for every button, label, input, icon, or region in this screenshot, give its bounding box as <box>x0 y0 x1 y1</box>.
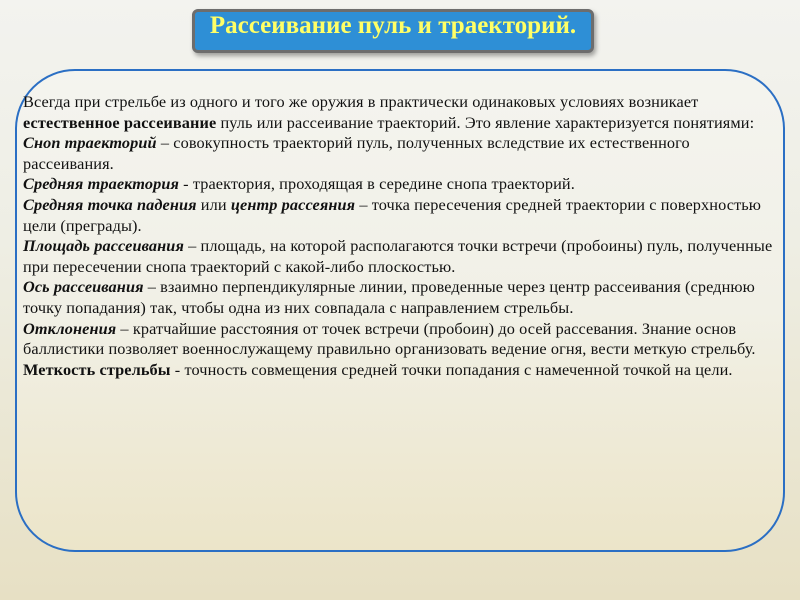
paragraph-text: пуль или рассеивание траекторий. Это явление характеризуется понятиями: <box>216 112 755 132</box>
term-label: естественное рассеивание <box>23 112 217 132</box>
term-label: Площадь рассеивания <box>23 236 184 256</box>
paragraph <box>23 319 775 360</box>
paragraph-text: - траектория, проходящая в середине снопа траекторий. <box>178 174 575 194</box>
term-label: Меткость стрельбы <box>23 359 171 379</box>
term-label: центр рассеяния <box>230 194 356 214</box>
term-label: Отклонения <box>23 318 117 338</box>
paragraph-text: – совокупность траекторий пуль, полученных вследствие их естественного рассеивания. <box>23 133 690 173</box>
paragraph <box>23 360 775 381</box>
term-label: Ось рассеивания <box>23 277 144 297</box>
paragraph <box>23 133 775 174</box>
paragraph-text: – площадь, на которой располагаются точки встречи (пробоины) пуль, полученные при пересечении снопа траекторий с какой-либо плоскостью. <box>23 236 773 276</box>
slide-title: Рассеивание пуль и траекторий. <box>209 12 577 39</box>
paragraph <box>23 195 775 236</box>
paragraph-text: - точность совмещения средней точки попадания с намеченной точкой на цели. <box>170 359 733 379</box>
paragraph-text: – кратчайшие расстояния от точек встречи (пробоин) до осей рассевания. Знание основ баллистики позволяет военнослужащему правильно организовать ведение огня, вести меткую стрельбу. <box>23 318 756 359</box>
paragraph <box>23 92 775 133</box>
definitions-text <box>23 92 775 380</box>
term-label: Средняя точка падения <box>23 194 197 214</box>
term-label: Средняя траектория <box>23 174 179 194</box>
paragraph-text: – точка пересечения средней траектории с поверхностью цели (преграды). <box>23 194 762 235</box>
paragraph <box>23 174 775 195</box>
paragraph <box>23 236 775 277</box>
slide-title-box <box>192 9 594 53</box>
paragraph-text: Всегда при стрельбе из одного и того же оружия в практически одинаковых условиях возникает <box>23 92 699 111</box>
term-label: Сноп траекторий <box>23 133 157 153</box>
paragraph-text: – взаимно перпендикулярные линии, проведенные через центр рассеивания (среднюю точку попадания) так, чтобы одна из них совпадала с направлением стрельбы. <box>23 277 755 317</box>
paragraph <box>23 277 775 318</box>
paragraph-text: или <box>196 194 231 214</box>
